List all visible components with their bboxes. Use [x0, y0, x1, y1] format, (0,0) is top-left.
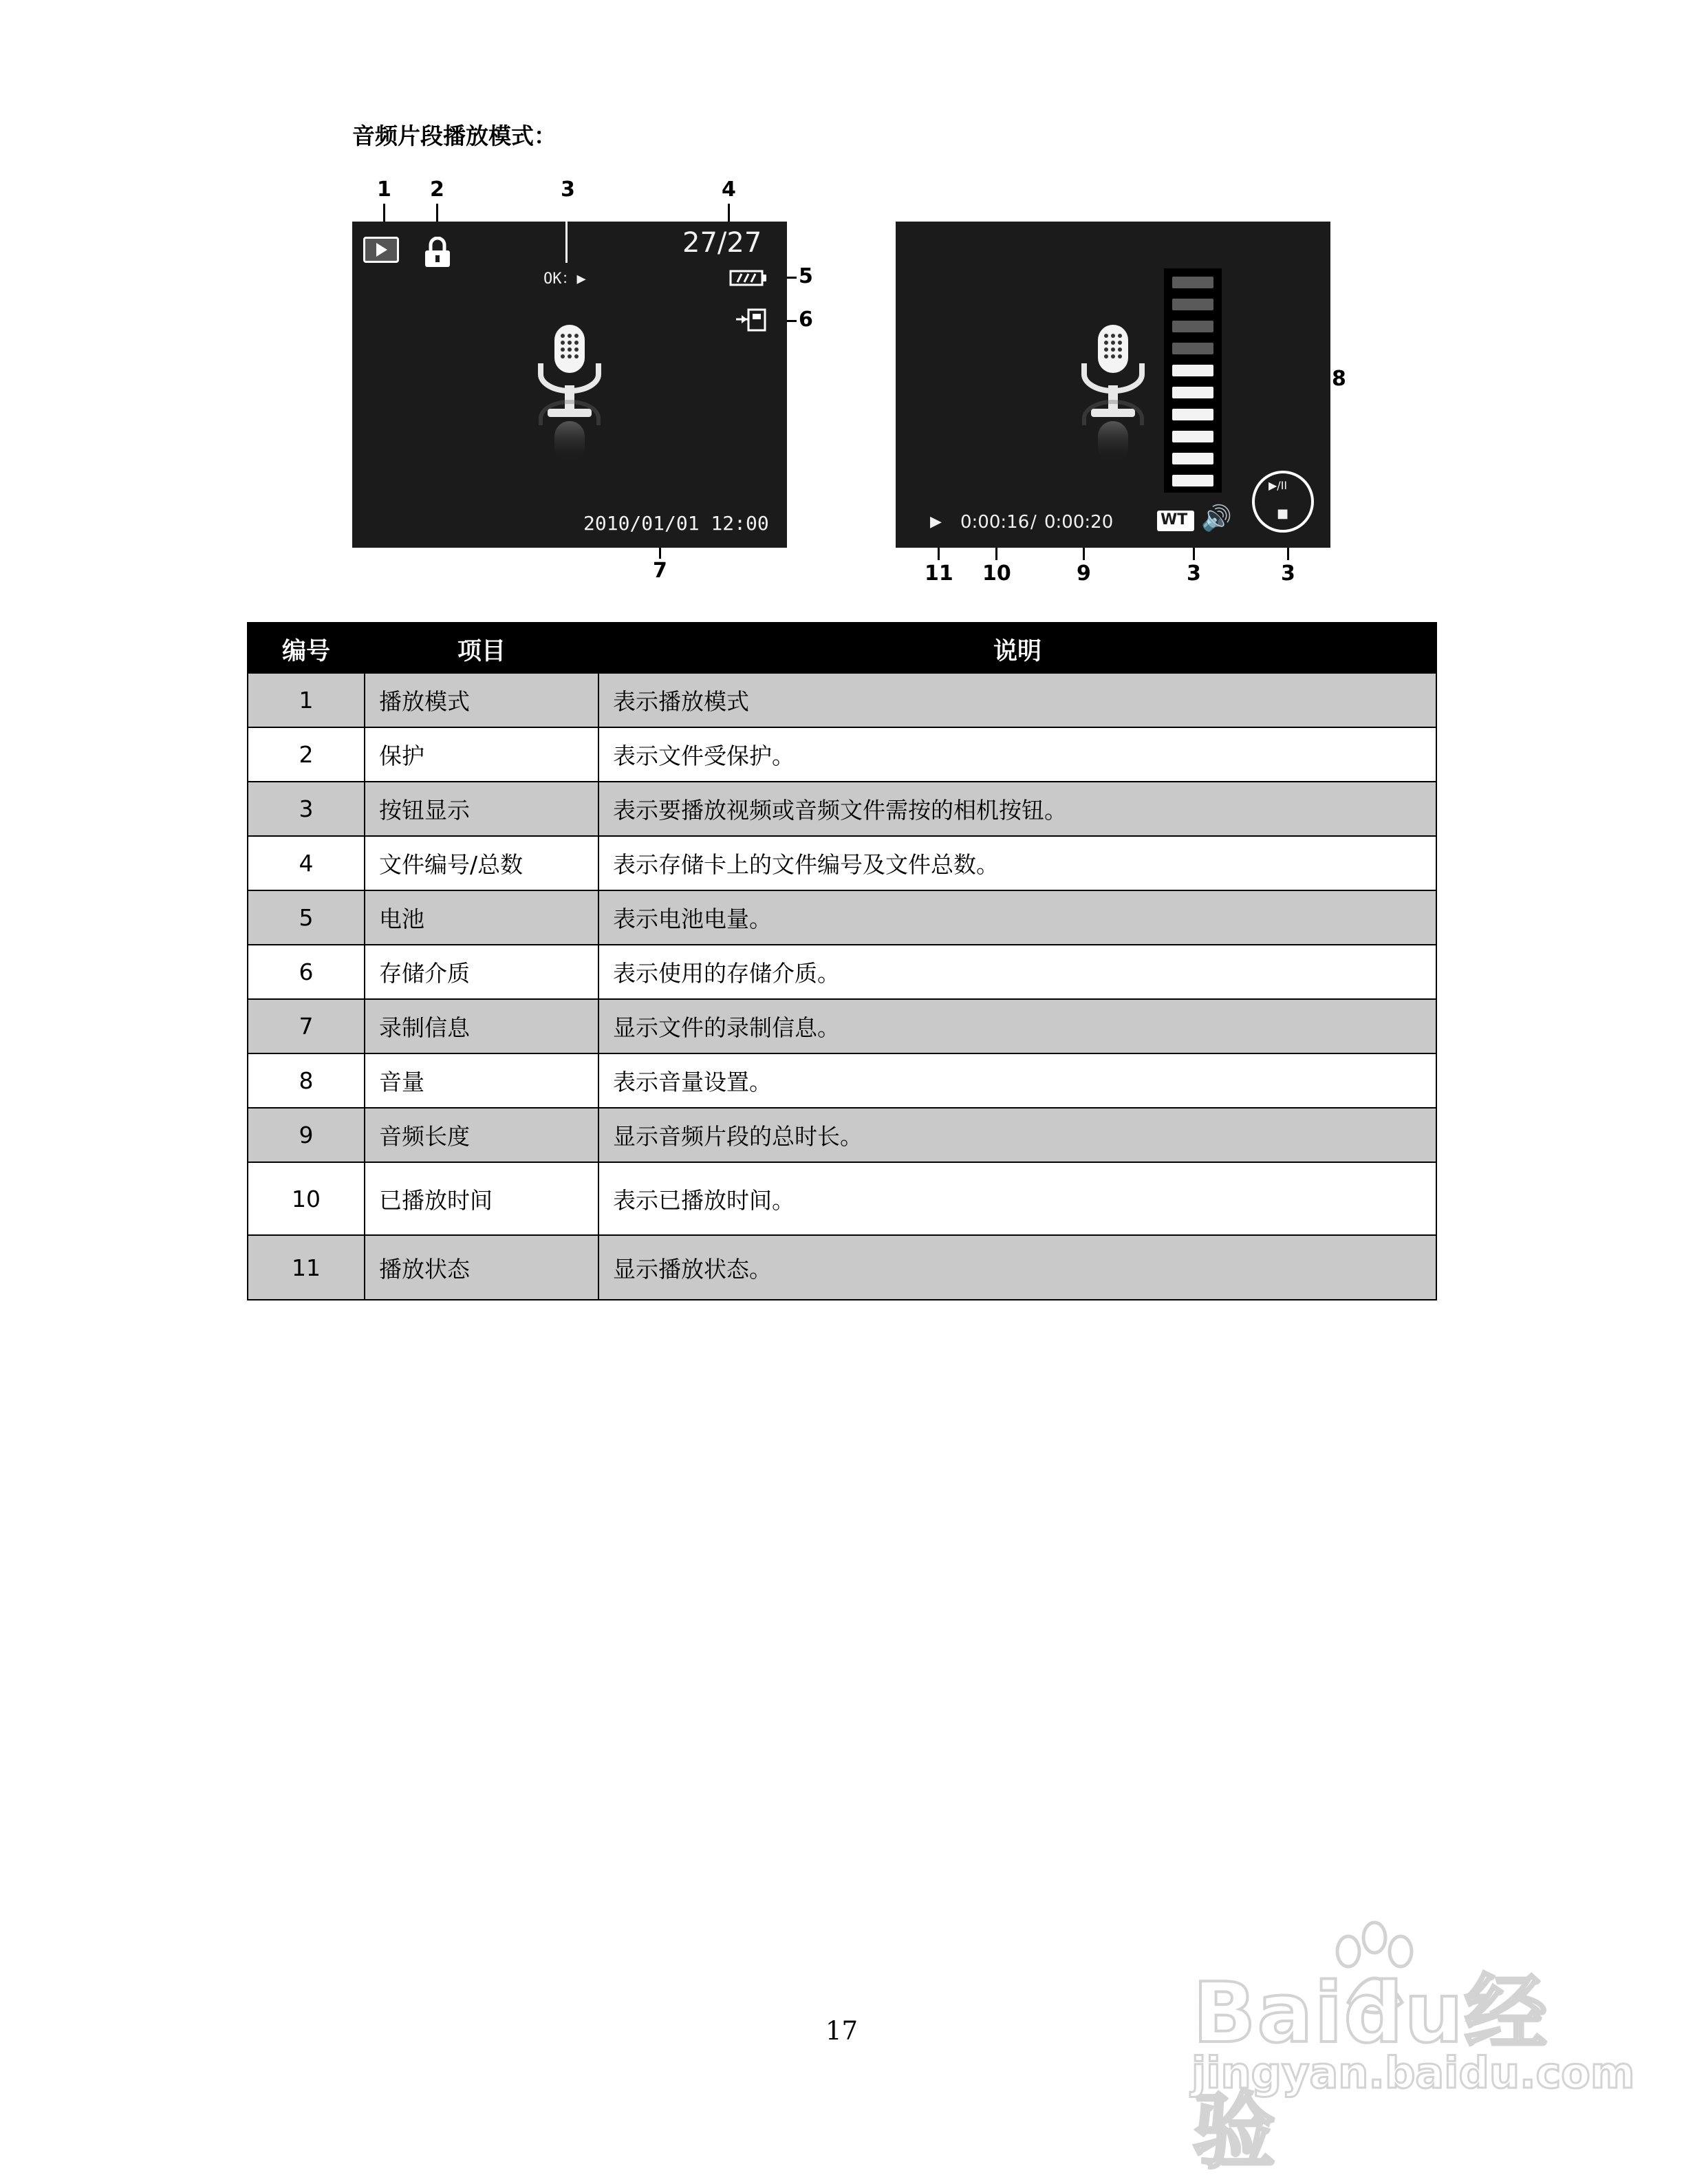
row-item: 音量 [365, 1053, 598, 1108]
row-description: 表示播放模式 [598, 673, 1436, 727]
watermark-url: jingyan.baidu.com [1191, 2048, 1635, 2098]
microphone-icon [528, 322, 611, 487]
table-row [248, 1053, 1436, 1108]
volume-bar [1172, 365, 1213, 376]
volume-bar [1172, 277, 1213, 288]
row-description: 表示要播放视频或音频文件需按的相机按钮。 [598, 782, 1436, 836]
dial-play-pause-label: ▶/II [1269, 479, 1288, 492]
callout-line-8-inner [1226, 378, 1330, 381]
table-row [248, 890, 1436, 945]
header-description: 说明 [598, 625, 1436, 674]
callout-10: 10 [982, 561, 1011, 586]
file-counter: 27/27 [682, 227, 762, 259]
time-separator: / [1030, 512, 1037, 533]
play-pause-stop-dial-icon[interactable] [1252, 471, 1314, 533]
total-time: 0:00:20 [1044, 512, 1114, 533]
callout-line-3 [565, 222, 568, 263]
callout-3-dial: 3 [1281, 561, 1295, 586]
volume-meter[interactable] [1164, 268, 1222, 493]
table-row [248, 945, 1436, 999]
storage-card-icon [735, 308, 769, 332]
volume-bar [1172, 299, 1213, 310]
callout-3-wt: 3 [1187, 561, 1201, 586]
callout-3: 3 [561, 178, 575, 202]
row-number: 2 [248, 727, 365, 782]
row-number: 8 [248, 1053, 365, 1108]
volume-bar [1172, 321, 1213, 332]
table-row [248, 673, 1436, 727]
callout-8: 8 [1332, 367, 1346, 391]
callout-7: 7 [653, 559, 667, 583]
table-row [248, 1235, 1436, 1300]
lock-icon [422, 237, 453, 268]
table-row [248, 836, 1436, 890]
ok-button-hint: OK：▶ [543, 270, 586, 288]
header-item: 项目 [365, 625, 598, 674]
row-description: 表示已播放时间。 [598, 1162, 1436, 1235]
record-datetime: 2010/01/01 12:00 [583, 512, 769, 535]
battery-icon [729, 270, 768, 286]
callout-6: 6 [799, 308, 813, 332]
row-item: 保护 [365, 727, 598, 782]
volume-bar [1172, 453, 1213, 464]
row-description: 显示文件的录制信息。 [598, 999, 1436, 1053]
playback-screen-audio-playing [896, 222, 1330, 548]
row-number: 5 [248, 890, 365, 945]
osd-legend-table [247, 622, 1437, 1300]
row-item: 存储介质 [365, 945, 598, 999]
table-row [248, 1108, 1436, 1162]
row-description: 表示存储卡上的文件编号及文件总数。 [598, 836, 1436, 890]
dial-stop-label: ■ [1277, 506, 1289, 521]
row-number: 3 [248, 782, 365, 836]
volume-bar [1172, 409, 1213, 420]
header-number: 编号 [248, 625, 365, 674]
table-row [248, 1162, 1436, 1235]
row-description: 表示文件受保护。 [598, 727, 1436, 782]
play-status-icon: ▶ [930, 513, 942, 531]
play-mode-icon [363, 237, 399, 263]
row-item: 文件编号/总数 [365, 836, 598, 890]
elapsed-time: 0:00:16 [960, 512, 1030, 533]
table-row [248, 782, 1436, 836]
table-row [248, 727, 1436, 782]
table-header-row [248, 625, 1436, 674]
callout-4: 4 [722, 178, 736, 202]
row-description: 表示音量设置。 [598, 1053, 1436, 1108]
section-heading: 音频片段播放模式： [352, 122, 557, 149]
callout-1: 1 [377, 178, 391, 202]
row-description: 表示电池电量。 [598, 890, 1436, 945]
row-item: 电池 [365, 890, 598, 945]
row-item: 已播放时间 [365, 1162, 598, 1235]
row-number: 10 [248, 1162, 365, 1235]
callout-9: 9 [1077, 561, 1091, 586]
row-description: 表示使用的存储介质。 [598, 945, 1436, 999]
row-item: 录制信息 [365, 999, 598, 1053]
row-number: 4 [248, 836, 365, 890]
row-number: 1 [248, 673, 365, 727]
row-description: 显示播放状态。 [598, 1235, 1436, 1300]
baidu-watermark [1183, 1920, 1635, 2180]
playback-screen-audio [352, 222, 787, 548]
page-number: 17 [825, 2016, 859, 2046]
row-item: 音频长度 [365, 1108, 598, 1162]
volume-bar [1172, 475, 1213, 486]
volume-bar [1172, 343, 1213, 354]
callout-5: 5 [799, 264, 813, 288]
row-number: 6 [248, 945, 365, 999]
speaker-icon: 🔊 [1201, 504, 1232, 533]
wt-button-icon [1157, 511, 1194, 531]
row-description: 显示音频片段的总时长。 [598, 1108, 1436, 1162]
watermark-brand: Baidu经验 [1193, 1966, 1548, 2180]
callout-2: 2 [430, 178, 444, 202]
volume-bar [1172, 431, 1213, 442]
callout-11: 11 [925, 561, 953, 586]
row-item: 播放状态 [365, 1235, 598, 1300]
row-number: 9 [248, 1108, 365, 1162]
row-number: 11 [248, 1235, 365, 1300]
row-item: 按钮显示 [365, 782, 598, 836]
row-item: 播放模式 [365, 673, 598, 727]
microphone-icon-playing [1072, 322, 1154, 487]
volume-bar [1172, 387, 1213, 398]
table-row [248, 999, 1436, 1053]
wt-label: WT [1161, 511, 1188, 528]
row-number: 7 [248, 999, 365, 1053]
